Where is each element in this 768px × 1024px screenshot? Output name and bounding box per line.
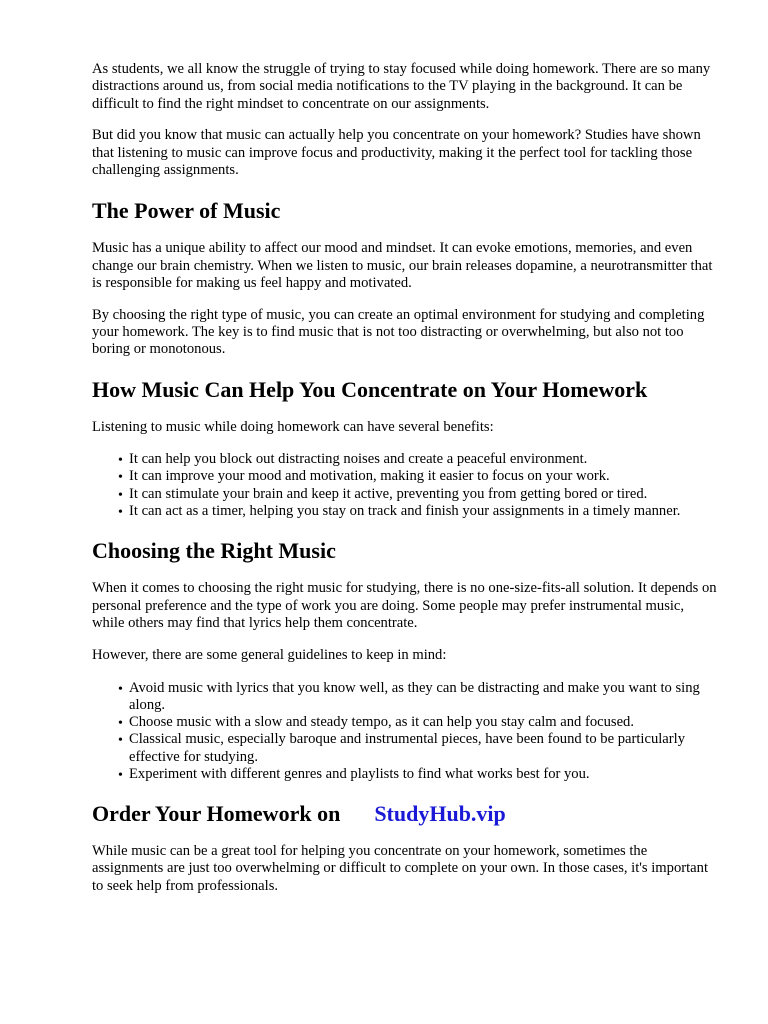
heading-how-music-helps: How Music Can Help You Concentrate on Your Homework [92,376,648,402]
list-item: • Experiment with different genres and playlists to find what works best for you. [129,766,720,783]
guidelines-list [92,680,720,783]
list-item: • Choose music with a slow and steady tempo, as it can help you stay calm and focused. [129,714,720,731]
intro-paragraph-1: As students, we all know the struggle of trying to stay focused while doing homework. There are so many distractions around us, from social media notifications to the TV playing in the background. It can be difficult to find the right mindset to concentrate on our assignments. [92,61,711,112]
intro-paragraph-2: But did you know that music can actually help you concentrate on your homework? Studies have shown that listening to music can improve focus and productivity, making it the perfect tool for tackling those challenging assignments. [92,127,701,179]
power-paragraph-2: By choosing the right type of music, you can create an optimal environment for studying and completing your homework. The key is to find music that is not too distracting or overwhelming, but also not too boring or monotonous. [92,306,705,358]
order-paragraph-1: While music can be a great tool for helping you concentrate on your homework, sometimes the assignments are just too overwhelming or difficult to complete on your own. In those cases, it's important to seek help from professionals. [92,842,708,894]
how-intro-paragraph: Listening to music while doing homework can have several benefits: [92,418,494,435]
choosing-paragraph-2: However, there are some general guidelines to keep in mind: [92,647,447,664]
list-item: • Avoid music with lyrics that you know well, as they can be distracting and make you want to sing along. [129,680,720,714]
heading-power-of-music: The Power of Music [92,198,281,224]
power-paragraph-1: Music has a unique ability to affect our mood and mindset. It can evoke emotions, memories, and even change our brain chemistry. When we listen to music, our brain releases dopamine, a neurotransmitter that is responsible for making us feel happy and motivated. [92,240,713,292]
heading-choosing-right-music: Choosing the Right Music [92,538,336,564]
list-item: • It can act as a timer, helping you stay on track and finish your assignments in a timely manner. [129,503,720,520]
heading-order-prefix: Order Your Homework on [92,800,341,826]
list-item: • It can stimulate your brain and keep it active, preventing you from getting bored or tired. [129,486,720,503]
list-item: • Classical music, especially baroque and instrumental pieces, have been found to be particularly effective for studying. [129,731,720,765]
studyhub-link[interactable]: StudyHub.vip [374,800,506,826]
heading-order-homework [92,801,720,827]
list-item: • It can help you block out distracting noises and create a peaceful environment. [129,451,720,468]
benefits-list [92,451,720,520]
list-item: • It can improve your mood and motivation, making it easier to focus on your work. [129,468,720,485]
choosing-paragraph-1: When it comes to choosing the right music for studying, there is no one-size-fits-all solution. It depends on personal preference and the type of work you are doing. Some people may prefer instrumental music, while others may find that lyrics help them concentrate. [92,580,717,631]
